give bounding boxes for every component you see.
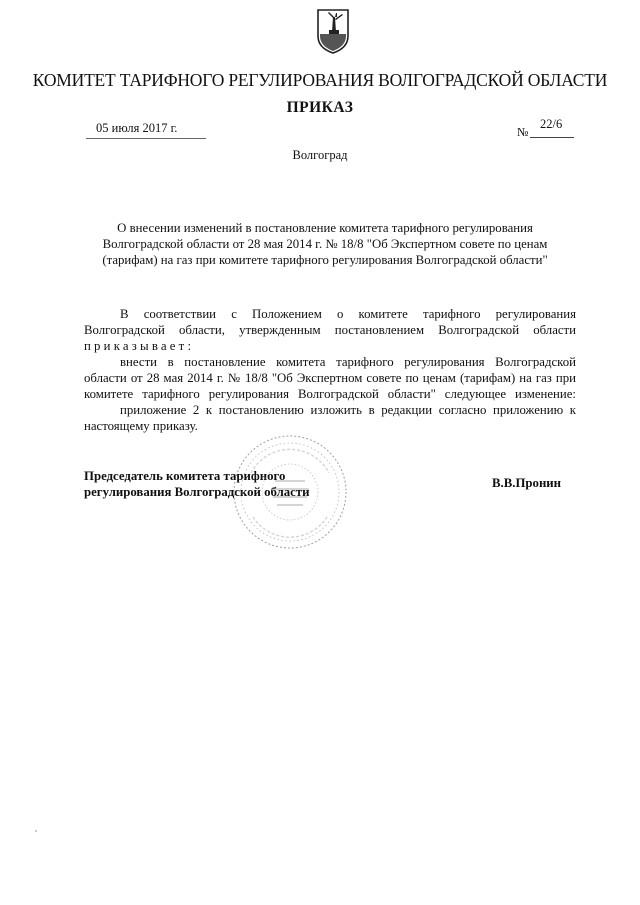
body-paragraph-basis: В соответствии с Положением о комитете тарифного регулирования Волгоградской области, утвержденным постановлением Волгоградской области: [84, 307, 576, 337]
number-underline: [530, 137, 574, 138]
document-type: ПРИКАЗ: [286, 99, 354, 116]
document-number: 22/6: [540, 117, 563, 131]
document-subject: О внесении изменений в постановление комитета тарифного регулирования Волгоградской области от 28 мая 2014 г. № 18/8 "Об Экспертном совете по ценам (тарифам) на газ при комитете тарифного регулирования Волгоградской области": [102, 221, 548, 267]
city: Волгоград: [292, 148, 348, 162]
signatory-name: В.В.Пронин: [492, 476, 562, 490]
agency-name: КОМИТЕТ ТАРИФНОГО РЕГУЛИРОВАНИЯ ВОЛГОГРАДСКОЙ ОБЛАСТИ: [32, 70, 608, 90]
date-underline: [86, 138, 206, 139]
body-paragraph-appendix: приложение 2 к постановлению изложить в редакции согласно приложению к настоящему приказу.: [84, 403, 576, 433]
body-paragraph-orders: приказывает:: [84, 339, 195, 353]
body-paragraph-change: внести в постановление комитета тарифного регулирования Волгоградской области от 28 мая 2014 г. № 18/8 "Об Экспертном совете по ценам (тарифам) на газ при комитете тарифного регулирования Волгоградской области" следующее изменение:: [84, 355, 576, 401]
official-seal-stamp: [231, 433, 349, 551]
coat-of-arms-icon: [316, 8, 350, 54]
signatory-title-line2: регулирования Волгоградской области: [84, 485, 310, 499]
signatory-title-line1: Председатель комитета тарифного: [84, 469, 286, 483]
document-date: 05 июля 2017 г.: [96, 121, 178, 135]
scan-speck: [35, 830, 37, 832]
number-label: №: [517, 125, 529, 139]
